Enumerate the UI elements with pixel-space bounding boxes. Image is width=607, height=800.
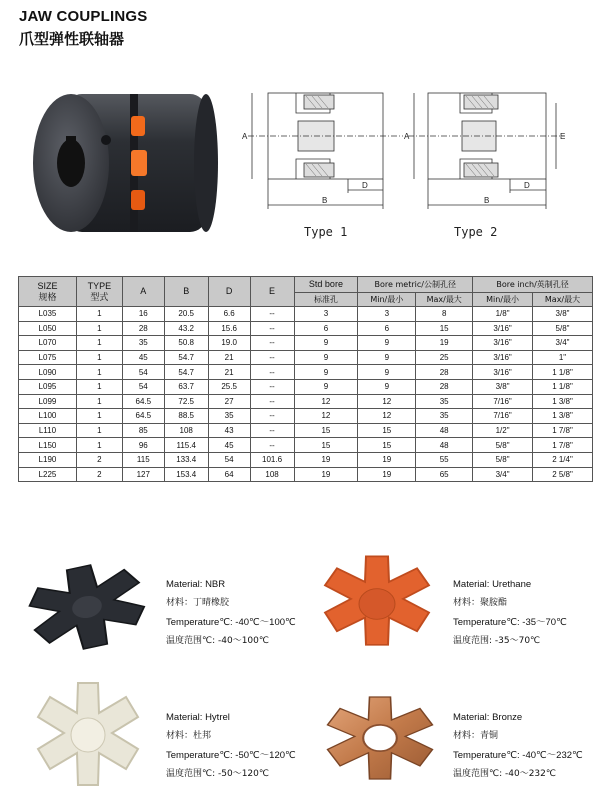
cell-inch-max: 1 3/8": [533, 394, 593, 409]
cell-type: 1: [76, 336, 122, 351]
cell-e: --: [250, 365, 294, 380]
cell-inch-max: 2 1/4": [533, 452, 593, 467]
page-title: JAW COUPLINGS: [19, 8, 148, 25]
cell-size: L050: [19, 321, 77, 336]
cell-a: 54: [122, 365, 164, 380]
cell-std-bore: 6: [294, 321, 358, 336]
cell-inch-max: 1 1/8": [533, 365, 593, 380]
cell-size: L035: [19, 307, 77, 322]
cell-d: 25.5: [208, 379, 250, 394]
cell-metric-max: 25: [416, 350, 473, 365]
cell-type: 1: [76, 438, 122, 453]
material-nbr-temp-zh: 温度范围℃: -40～100℃: [166, 636, 269, 646]
cell-inch-min: 7/16": [473, 409, 533, 424]
cell-metric-max: 48: [416, 438, 473, 453]
cell-metric-min: 15: [358, 438, 416, 453]
cell-b: 88.5: [164, 409, 208, 424]
material-nbr-info: [166, 575, 296, 651]
cell-inch-min: 3/16": [473, 350, 533, 365]
table-row: [19, 438, 593, 453]
cell-d: 43: [208, 423, 250, 438]
cell-d: 64: [208, 467, 250, 482]
cell-e: --: [250, 438, 294, 453]
col-type-header: [76, 277, 122, 307]
type2-label: Type 2: [454, 225, 498, 239]
cell-size: L110: [19, 423, 77, 438]
col-bore-inch-header: Bore inch/英制孔径: [473, 277, 593, 293]
dim-e-label: E: [560, 132, 566, 141]
table-row: [19, 321, 593, 336]
cell-metric-min: 19: [358, 452, 416, 467]
dim-d-label: D: [524, 181, 530, 190]
table-row: [19, 365, 593, 380]
cell-a: 85: [122, 423, 164, 438]
cell-std-bore: 3: [294, 307, 358, 322]
col-metric-min: Min/最小: [358, 293, 416, 307]
cell-metric-min: 9: [358, 350, 416, 365]
cell-size: L075: [19, 350, 77, 365]
cell-d: 21: [208, 365, 250, 380]
cell-type: 1: [76, 409, 122, 424]
cell-type: 1: [76, 379, 122, 394]
cell-size: L090: [19, 365, 77, 380]
material-bronze-temp: Temperature℃: -40℃～232℃: [453, 750, 583, 761]
bronze-spider-image: [318, 688, 443, 788]
cell-std-bore: 12: [294, 394, 358, 409]
nbr-spider-image: [22, 555, 152, 660]
cell-inch-min: 3/4": [473, 467, 533, 482]
material-bronze-temp-zh: 温度范围℃: -40～232℃: [453, 769, 556, 779]
material-bronze-name: Material: Bronze: [453, 712, 523, 723]
cell-metric-min: 12: [358, 409, 416, 424]
cell-size: L070: [19, 336, 77, 351]
col-size-header: [19, 277, 77, 307]
cell-d: 27: [208, 394, 250, 409]
cell-b: 108: [164, 423, 208, 438]
jaw-coupling-photo: [26, 88, 221, 238]
cell-size: L099: [19, 394, 77, 409]
cell-metric-max: 65: [416, 467, 473, 482]
cell-a: 45: [122, 350, 164, 365]
table-row: [19, 467, 593, 482]
col-b-header: B: [164, 277, 208, 307]
urethane-spider-image: [312, 548, 442, 660]
cell-a: 54: [122, 379, 164, 394]
cell-e: --: [250, 394, 294, 409]
cell-inch-min: 7/16": [473, 394, 533, 409]
cell-inch-max: 1 1/8": [533, 379, 593, 394]
cell-e: --: [250, 350, 294, 365]
cell-e: --: [250, 307, 294, 322]
dim-a-label: A: [404, 132, 410, 141]
table-row: [19, 307, 593, 322]
type1-dimension-drawing: [238, 85, 413, 247]
material-urethane-name-zh: 材料：聚胺酯: [453, 598, 508, 608]
cell-inch-max: 1 7/8": [533, 438, 593, 453]
cell-a: 16: [122, 307, 164, 322]
cell-metric-min: 15: [358, 423, 416, 438]
dim-b-label: B: [322, 196, 328, 205]
cell-metric-min: 9: [358, 379, 416, 394]
cell-metric-min: 9: [358, 365, 416, 380]
cell-a: 28: [122, 321, 164, 336]
cell-metric-min: 3: [358, 307, 416, 322]
material-urethane-temp: Temperature℃: -35～70℃: [453, 617, 567, 628]
cell-e: --: [250, 336, 294, 351]
cell-e: --: [250, 379, 294, 394]
material-hytrel-info: [166, 708, 296, 784]
cell-inch-min: 3/8": [473, 379, 533, 394]
cell-std-bore: 9: [294, 379, 358, 394]
col-d-header: D: [208, 277, 250, 307]
dim-b-label: B: [484, 196, 490, 205]
cell-b: 133.4: [164, 452, 208, 467]
cell-b: 54.7: [164, 365, 208, 380]
cell-inch-max: 5/8": [533, 321, 593, 336]
material-urethane-name: Material: Urethane: [453, 579, 532, 590]
cell-a: 64.5: [122, 409, 164, 424]
cell-d: 54: [208, 452, 250, 467]
cell-e: --: [250, 423, 294, 438]
cell-a: 127: [122, 467, 164, 482]
cell-d: 21: [208, 350, 250, 365]
cell-type: 2: [76, 467, 122, 482]
spec-table-body: [19, 307, 593, 482]
cell-metric-max: 35: [416, 394, 473, 409]
cell-metric-max: 28: [416, 379, 473, 394]
cell-inch-min: 1/8": [473, 307, 533, 322]
cell-inch-max: 3/4": [533, 336, 593, 351]
cell-a: 96: [122, 438, 164, 453]
material-nbr-name-zh: 材料：丁晴橡胶: [166, 598, 230, 608]
cell-b: 63.7: [164, 379, 208, 394]
cell-size: L190: [19, 452, 77, 467]
cell-metric-min: 19: [358, 467, 416, 482]
cell-e: --: [250, 409, 294, 424]
type2-dimension-drawing: [400, 85, 575, 247]
material-bronze-name-zh: 材料：青铜: [453, 731, 499, 741]
cell-b: 50.8: [164, 336, 208, 351]
cell-metric-max: 8: [416, 307, 473, 322]
dim-a-label: A: [242, 132, 248, 141]
cell-a: 115: [122, 452, 164, 467]
table-row: [19, 423, 593, 438]
cell-type: 1: [76, 365, 122, 380]
col-std-bore-header: Std bore: [294, 277, 358, 293]
cell-inch-max: 3/8": [533, 307, 593, 322]
cell-type: 2: [76, 452, 122, 467]
type1-label: Type 1: [304, 225, 348, 239]
cell-metric-max: 48: [416, 423, 473, 438]
material-hytrel-name: Material: Hytrel: [166, 712, 230, 723]
col-size-label: SIZE: [37, 280, 58, 291]
material-hytrel-temp-zh: 温度范围℃: -50～120℃: [166, 769, 269, 779]
material-urethane-info: [453, 575, 567, 651]
cell-inch-max: 1": [533, 350, 593, 365]
cell-metric-max: 28: [416, 365, 473, 380]
col-metric-max: Max/最大: [416, 293, 473, 307]
cell-b: 153.4: [164, 467, 208, 482]
cell-size: L100: [19, 409, 77, 424]
cell-std-bore: 12: [294, 409, 358, 424]
cell-std-bore: 9: [294, 336, 358, 351]
col-e-header: E: [250, 277, 294, 307]
cell-inch-max: 1 3/8": [533, 409, 593, 424]
material-hytrel-name-zh: 材料：杜邦: [166, 731, 212, 741]
cell-inch-min: 3/16": [473, 365, 533, 380]
cell-std-bore: 9: [294, 350, 358, 365]
col-std-bore-zh: 标准孔: [294, 293, 358, 307]
cell-d: 19.0: [208, 336, 250, 351]
table-row: [19, 350, 593, 365]
cell-e: --: [250, 321, 294, 336]
table-row: [19, 409, 593, 424]
col-a-header: A: [122, 277, 164, 307]
cell-b: 115.4: [164, 438, 208, 453]
cell-std-bore: 19: [294, 467, 358, 482]
cell-std-bore: 19: [294, 452, 358, 467]
col-type-label-zh: 型式: [90, 291, 109, 302]
cell-inch-min: 5/8": [473, 452, 533, 467]
col-bore-metric-header: Bore metric/公制孔径: [358, 277, 473, 293]
table-row: [19, 379, 593, 394]
cell-d: 15.6: [208, 321, 250, 336]
cell-a: 64.5: [122, 394, 164, 409]
cell-metric-min: 6: [358, 321, 416, 336]
cell-b: 43.2: [164, 321, 208, 336]
hytrel-spider-image: [28, 680, 148, 790]
cell-metric-max: 19: [416, 336, 473, 351]
cell-metric-max: 15: [416, 321, 473, 336]
col-inch-min: Min/最小: [473, 293, 533, 307]
table-row: [19, 336, 593, 351]
cell-size: L095: [19, 379, 77, 394]
cell-inch-min: 3/16": [473, 336, 533, 351]
cell-metric-min: 12: [358, 394, 416, 409]
table-row: [19, 452, 593, 467]
cell-a: 35: [122, 336, 164, 351]
cell-b: 20.5: [164, 307, 208, 322]
spec-table: [18, 276, 593, 482]
cell-b: 72.5: [164, 394, 208, 409]
cell-std-bore: 9: [294, 365, 358, 380]
cell-inch-max: 2 5/8": [533, 467, 593, 482]
col-type-label: TYPE: [87, 280, 112, 291]
cell-type: 1: [76, 350, 122, 365]
cell-type: 1: [76, 307, 122, 322]
cell-metric-min: 9: [358, 336, 416, 351]
cell-inch-min: 3/16": [473, 321, 533, 336]
cell-inch-max: 1 7/8": [533, 423, 593, 438]
cell-type: 1: [76, 321, 122, 336]
material-bronze-info: [453, 708, 583, 784]
cell-metric-max: 55: [416, 452, 473, 467]
dim-d-label: D: [362, 181, 368, 190]
cell-size: L150: [19, 438, 77, 453]
cell-size: L225: [19, 467, 77, 482]
page-subtitle-zh: 爪型弹性联轴器: [19, 30, 125, 48]
material-nbr-name: Material: NBR: [166, 579, 226, 590]
cell-e: 108: [250, 467, 294, 482]
cell-std-bore: 15: [294, 423, 358, 438]
material-urethane-temp-zh: 温度范围: -35～70℃: [453, 636, 541, 646]
cell-d: 6.6: [208, 307, 250, 322]
cell-inch-min: 1/2": [473, 423, 533, 438]
cell-inch-min: 5/8": [473, 438, 533, 453]
cell-b: 54.7: [164, 350, 208, 365]
cell-std-bore: 15: [294, 438, 358, 453]
cell-e: 101.6: [250, 452, 294, 467]
cell-type: 1: [76, 394, 122, 409]
cell-d: 35: [208, 409, 250, 424]
cell-metric-max: 35: [416, 409, 473, 424]
cell-type: 1: [76, 423, 122, 438]
col-inch-max: Max/最大: [533, 293, 593, 307]
cell-d: 45: [208, 438, 250, 453]
col-size-label-zh: 规格: [38, 291, 57, 302]
material-nbr-temp: Temperature℃: -40℃～100℃: [166, 617, 296, 628]
table-row: [19, 394, 593, 409]
material-hytrel-temp: Temperature℃: -50℃～120℃: [166, 750, 296, 761]
